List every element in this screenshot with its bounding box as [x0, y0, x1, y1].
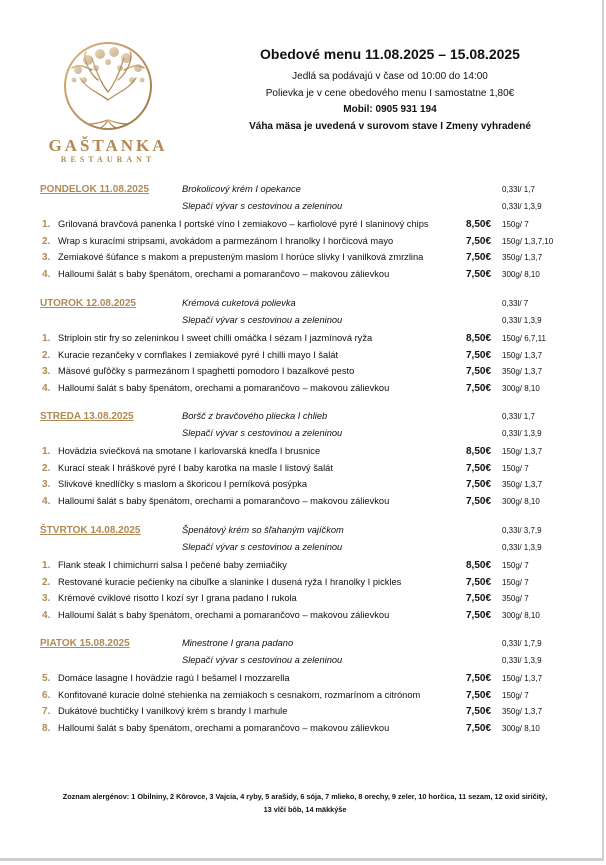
- dish-price: 7,50€: [466, 706, 492, 717]
- dish-price: 7,50€: [466, 349, 492, 361]
- dish-price: 7,50€: [466, 235, 492, 247]
- dish-row: [0, 236, 606, 251]
- dish-row: [0, 577, 606, 592]
- restaurant-logo: [38, 40, 178, 170]
- menu-header: [240, 46, 540, 135]
- dish-name: Zemiakové šúfance s makom a prepusteným maslom I horúce slivky I vanilková zmrzlina: [58, 252, 424, 262]
- dish-name: Halloumi šalát s baby špenátom, orechami a pomarančovo – makovou zálievkou: [58, 722, 390, 733]
- day-name: PONDELOK 11.08.2025: [40, 184, 149, 195]
- dish-row: [0, 560, 606, 575]
- tree-icon: [58, 40, 158, 132]
- soup-allergen: 0,33l/ 1,3,9: [502, 655, 542, 665]
- dish-row: [0, 252, 606, 267]
- dish-row: [0, 366, 606, 381]
- dish-price: 7,50€: [466, 722, 492, 734]
- dish-allergen: 300g/ 8,10: [502, 269, 540, 279]
- dish-name: Hovädzia sviečková na smotane I karlovarská knedľa I brusnice: [58, 446, 321, 456]
- dish-number: 6.: [42, 689, 51, 701]
- dish-row: [0, 673, 606, 688]
- dish-allergen: 300g/ 8,10: [502, 496, 540, 506]
- dish-number: 4.: [42, 609, 51, 621]
- dish-name: Domáce lasagne I hovädzie ragú I bešamel I mozzarella: [58, 673, 290, 683]
- soup-row: [0, 655, 606, 670]
- dish-name: Wrap s kuracími stripsami, avokádom a parmezánom I hranolky I horčicová mayo: [58, 235, 394, 246]
- soup-name: Krémová cuketová polievka: [182, 298, 296, 308]
- dish-row: [0, 593, 606, 608]
- dish-price: 8,50€: [466, 333, 492, 344]
- dish-number: 2.: [42, 349, 51, 361]
- dish-price: 7,50€: [466, 495, 492, 507]
- dish-allergen: 300g/ 8,10: [502, 723, 540, 733]
- dish-row: [0, 723, 606, 738]
- dish-number: 3.: [42, 593, 51, 604]
- soup-row: [0, 411, 606, 426]
- dish-allergen: 150g/ 1,3,7: [502, 350, 543, 360]
- dish-row: [0, 690, 606, 705]
- soup-row: [0, 201, 606, 216]
- weight-note: Váha mäsa je uvedená v surovom stave I Zmeny vyhradené: [249, 120, 531, 132]
- dish-price: 7,50€: [466, 593, 492, 604]
- dish-name: Halloumi šalát s baby špenátom, orechami a pomarančovo – makovou zálievkou: [58, 495, 390, 506]
- dish-number: 2.: [42, 235, 51, 247]
- dish-number: 8.: [42, 722, 51, 734]
- dish-allergen: 150g/ 1,3,7: [502, 447, 543, 456]
- soup-row: [0, 638, 606, 653]
- dish-row: [0, 610, 606, 625]
- dish-number: 5.: [42, 673, 51, 684]
- dish-number: 3.: [42, 252, 51, 263]
- menu-title: Obedové menu 11.08.2025 – 15.08.2025: [260, 46, 520, 62]
- dish-number: 3.: [42, 479, 51, 490]
- dish-price: 8,50€: [466, 560, 492, 571]
- dish-name: Grilovaná bravčová panenka I portské víno I zemiakovo – karfiolové pyré I slaninový chips: [58, 219, 429, 229]
- phone-number: Mobil: 0905 931 194: [343, 104, 437, 115]
- dish-row: [0, 333, 606, 348]
- dish-price: 7,50€: [466, 689, 492, 701]
- dish-price: 7,50€: [466, 462, 492, 474]
- dish-allergen: 150g/ 7: [502, 561, 529, 570]
- dish-price: 7,50€: [466, 479, 492, 490]
- dish-allergen: 350g/ 1,3,7: [502, 253, 543, 262]
- soup-name: Slepačí vývar s cestovinou a zeleninou: [182, 541, 343, 552]
- dish-price: 8,50€: [466, 219, 492, 230]
- soup-row: [0, 428, 606, 443]
- dish-row: [0, 706, 606, 721]
- soup-row: [0, 184, 606, 199]
- dish-price: 7,50€: [466, 252, 492, 263]
- soup-allergen: 0,33l/ 1,3,9: [502, 315, 542, 325]
- dish-allergen: 350g/ 1,3,7: [502, 480, 543, 489]
- dish-price: 7,50€: [466, 576, 492, 588]
- soup-name: Minestrone I grana padano: [182, 638, 294, 648]
- soup-allergen: 0,33l/ 1,3,9: [502, 201, 542, 211]
- dish-allergen: 150g/ 1,3,7: [502, 674, 543, 683]
- soup-name: Boršč z bravčového pliecka I chlieb: [182, 411, 328, 421]
- dish-number: 1.: [42, 333, 51, 344]
- dish-allergen: 350g/ 1,3,7: [502, 367, 543, 376]
- dish-name: Flank steak I chimichurri salsa I pečené baby zemiačiky: [58, 560, 287, 570]
- dish-row: [0, 479, 606, 494]
- dish-number: 2.: [42, 462, 51, 474]
- soup-name: Brokolicový krém I opekance: [182, 184, 301, 194]
- dish-number: 4.: [42, 268, 51, 280]
- soup-allergen: 0,33l/ 1,7: [502, 412, 535, 421]
- dish-allergen: 150g/ 7: [502, 463, 529, 473]
- dish-number: 7.: [42, 706, 51, 717]
- soup-allergen: 0,33l/ 3,7,9: [502, 526, 542, 535]
- day-name: STREDA 13.08.2025: [40, 411, 134, 422]
- dish-name: Krémové cviklové risotto I kozí syr I grana padano I rukola: [58, 593, 297, 603]
- dish-name: Konfitované kuracie dolné stehienka na zemiakoch s cesnakom, rozmarínom a citrónom: [58, 689, 421, 700]
- dish-row: [0, 383, 606, 398]
- soup-allergen: 0,33l/ 1,7: [502, 185, 535, 194]
- dish-allergen: 350g/ 1,3,7: [502, 707, 543, 716]
- dish-number: 1.: [42, 219, 51, 230]
- soup-allergen: 0,33l/ 1,7,9: [502, 639, 542, 648]
- soup-row: [0, 298, 606, 313]
- dish-name: Kuracie rezančeky v cornflakes I zemiakové pyré I chilli mayo I šalát: [58, 349, 339, 360]
- brand-subtitle: RESTAURANT: [60, 155, 156, 164]
- dish-name: Slivkové knedlíčky s maslom a škoricou I perníková posýpka: [58, 479, 308, 489]
- dish-row: [0, 446, 606, 461]
- dish-name: Mäsové guľôčky s parmezánom I spaghetti pomodoro I bazalkové pesto: [58, 366, 355, 376]
- dish-name: Halloumi šalát s baby špenátom, orechami a pomarančovo – makovou zálievkou: [58, 609, 390, 620]
- day-name: PIATOK 15.08.2025: [40, 638, 130, 649]
- soup-allergen: 0,33l/ 1,3,9: [502, 428, 542, 438]
- dish-allergen: 150g/ 6,7,11: [502, 334, 546, 343]
- dish-allergen: 300g/ 8,10: [502, 610, 540, 620]
- dish-row: [0, 350, 606, 365]
- dish-price: 7,50€: [466, 673, 492, 684]
- soup-name: Slepačí vývar s cestovinou a zeleninou: [182, 654, 343, 665]
- dish-allergen: 300g/ 8,10: [502, 383, 540, 393]
- dish-row: [0, 219, 606, 234]
- soup-row: [0, 525, 606, 540]
- brand-name: GAŠTANKA: [48, 136, 168, 155]
- dish-name: Dukátové buchtičky I vanilkový krém s brandy I marhule: [58, 706, 288, 716]
- dish-allergen: 150g/ 7: [502, 577, 529, 587]
- dish-allergen: 150g/ 1,3,7,10: [502, 236, 554, 246]
- soup-name: Slepačí vývar s cestovinou a zeleninou: [182, 314, 343, 325]
- soup-price-note: Polievka je v cene obedového menu I samostatne 1,80€: [265, 87, 515, 99]
- dish-row: [0, 496, 606, 511]
- allergen-list: [30, 790, 580, 816]
- soup-row: [0, 542, 606, 557]
- soup-row: [0, 315, 606, 330]
- dish-price: 7,50€: [466, 382, 492, 394]
- dish-number: 1.: [42, 446, 51, 457]
- serving-hours: Jedlá sa podávajú v čase od 10:00 do 14:00: [292, 71, 488, 82]
- soup-allergen: 0,33l/ 1,3,9: [502, 542, 542, 552]
- dish-row: [0, 463, 606, 478]
- day-name: UTOROK 12.08.2025: [40, 298, 136, 309]
- dish-price: 7,50€: [466, 366, 492, 377]
- dish-number: 2.: [42, 576, 51, 588]
- soup-name: Špenátový krém so šľahaným vajíčkom: [182, 525, 344, 535]
- dish-price: 7,50€: [466, 268, 492, 280]
- soup-allergen: 0,33l/ 7: [502, 299, 529, 308]
- dish-allergen: 150g/ 7: [502, 220, 529, 229]
- dish-name: Restované kuracie pečienky na cibuľke a slaninke I dusená ryža I hranolky I pickles: [58, 576, 402, 587]
- day-name: ŠTVRTOK 14.08.2025: [40, 525, 141, 536]
- soup-name: Slepačí vývar s cestovinou a zeleninou: [182, 200, 343, 211]
- dish-price: 7,50€: [466, 609, 492, 621]
- dish-name: Halloumi šalát s baby špenátom, orechami a pomarančovo – makovou zálievkou: [58, 268, 390, 279]
- dish-name: Striploin stir fry so zeleninkou I sweet chilli omáčka I sézam I jazmínová ryža: [58, 333, 373, 343]
- dish-number: 4.: [42, 382, 51, 394]
- dish-price: 8,50€: [466, 446, 492, 457]
- dish-number: 4.: [42, 495, 51, 507]
- dish-row: [0, 269, 606, 284]
- dish-number: 3.: [42, 366, 51, 377]
- allergen-line-2: 13 vlčí bôb, 14 mäkkýše: [263, 805, 347, 814]
- dish-name: Kurací steak I hráškové pyré I baby karotka na masle I listový šalát: [58, 462, 333, 473]
- dish-allergen: 350g/ 7: [502, 594, 529, 603]
- dish-name: Halloumi šalát s baby špenátom, orechami a pomarančovo – makovou zálievkou: [58, 382, 390, 393]
- soup-name: Slepačí vývar s cestovinou a zeleninou: [182, 427, 343, 438]
- dish-number: 1.: [42, 560, 51, 571]
- allergen-line-1: Zoznam alergénov: 1 Obilniny, 2 Kôrovce, 3 Vajcia, 4 ryby, 5 arašidy, 6 sója, 7 mlieko, 8 orechy, 9 zeler, 10 horčica, 11 sezam, 12 oxid siričitý,: [62, 792, 548, 801]
- dish-allergen: 150g/ 7: [502, 690, 529, 700]
